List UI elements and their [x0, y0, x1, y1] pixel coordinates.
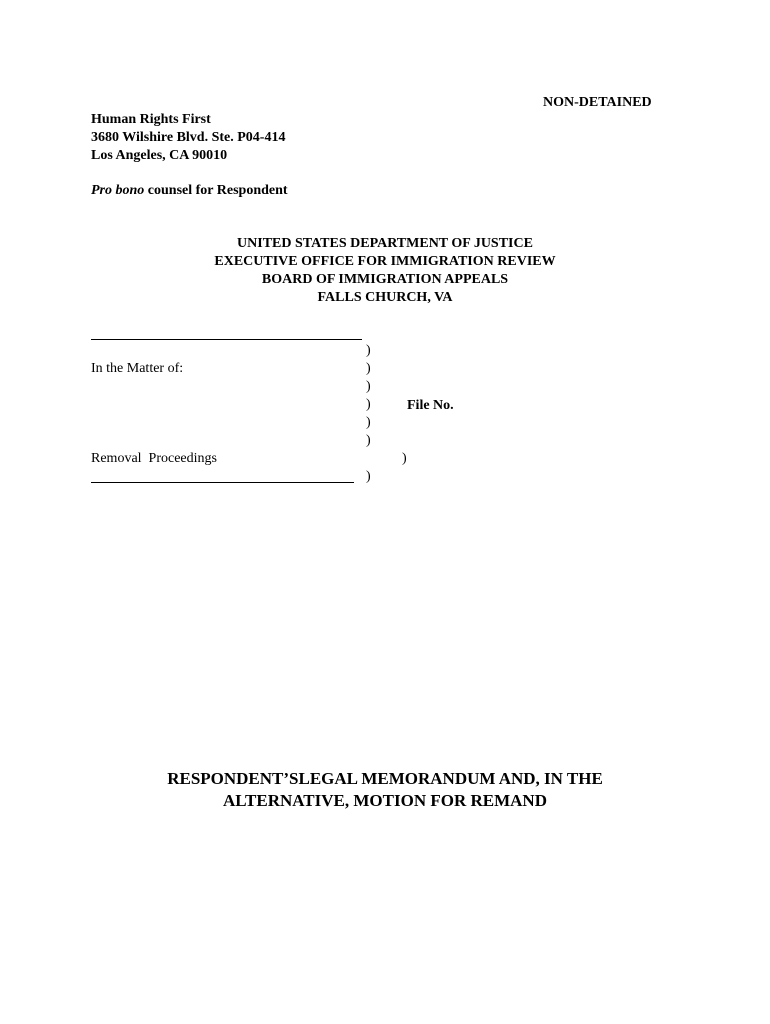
caption-paren: )	[366, 361, 371, 376]
counsel-role-italic: Pro bono	[91, 183, 145, 198]
matter-label: In the Matter of:	[91, 361, 184, 376]
caption-paren: )	[366, 415, 371, 430]
caption-paren: )	[402, 451, 407, 466]
counsel-address-line1: 3680 Wilshire Blvd. Ste. P04-414	[91, 130, 286, 145]
proceedings-label: Removal Proceedings	[91, 451, 217, 466]
caption-paren: )	[366, 379, 371, 394]
caption-paren: )	[366, 397, 371, 412]
detention-status: NON-DETAINED	[543, 95, 652, 110]
agency-line-2: EXECUTIVE OFFICE FOR IMMIGRATION REVIEW	[214, 254, 556, 269]
caption-paren: )	[366, 469, 371, 484]
agency-line-3: BOARD OF IMMIGRATION APPEALS	[261, 272, 509, 287]
agency-line-4: FALLS CHURCH, VA	[317, 290, 453, 305]
counsel-address-line2: Los Angeles, CA 90010	[91, 148, 228, 163]
counsel-role	[91, 182, 288, 200]
counsel-org: Human Rights First	[91, 112, 211, 127]
agency-line-1: UNITED STATES DEPARTMENT OF JUSTICE	[237, 236, 533, 251]
document-title-line-2: ALTERNATIVE, MOTION FOR REMAND	[223, 791, 547, 810]
caption-paren: )	[366, 343, 371, 358]
document-title-line-1: RESPONDENT’SLEGAL MEMORANDUM AND, IN THE	[167, 769, 603, 788]
caption-top-rule	[91, 339, 362, 340]
counsel-role-rest: counsel for Respondent	[144, 183, 288, 198]
caption-bottom-rule	[91, 482, 354, 483]
caption-paren: )	[366, 433, 371, 448]
file-number-label: File No.	[407, 398, 454, 413]
